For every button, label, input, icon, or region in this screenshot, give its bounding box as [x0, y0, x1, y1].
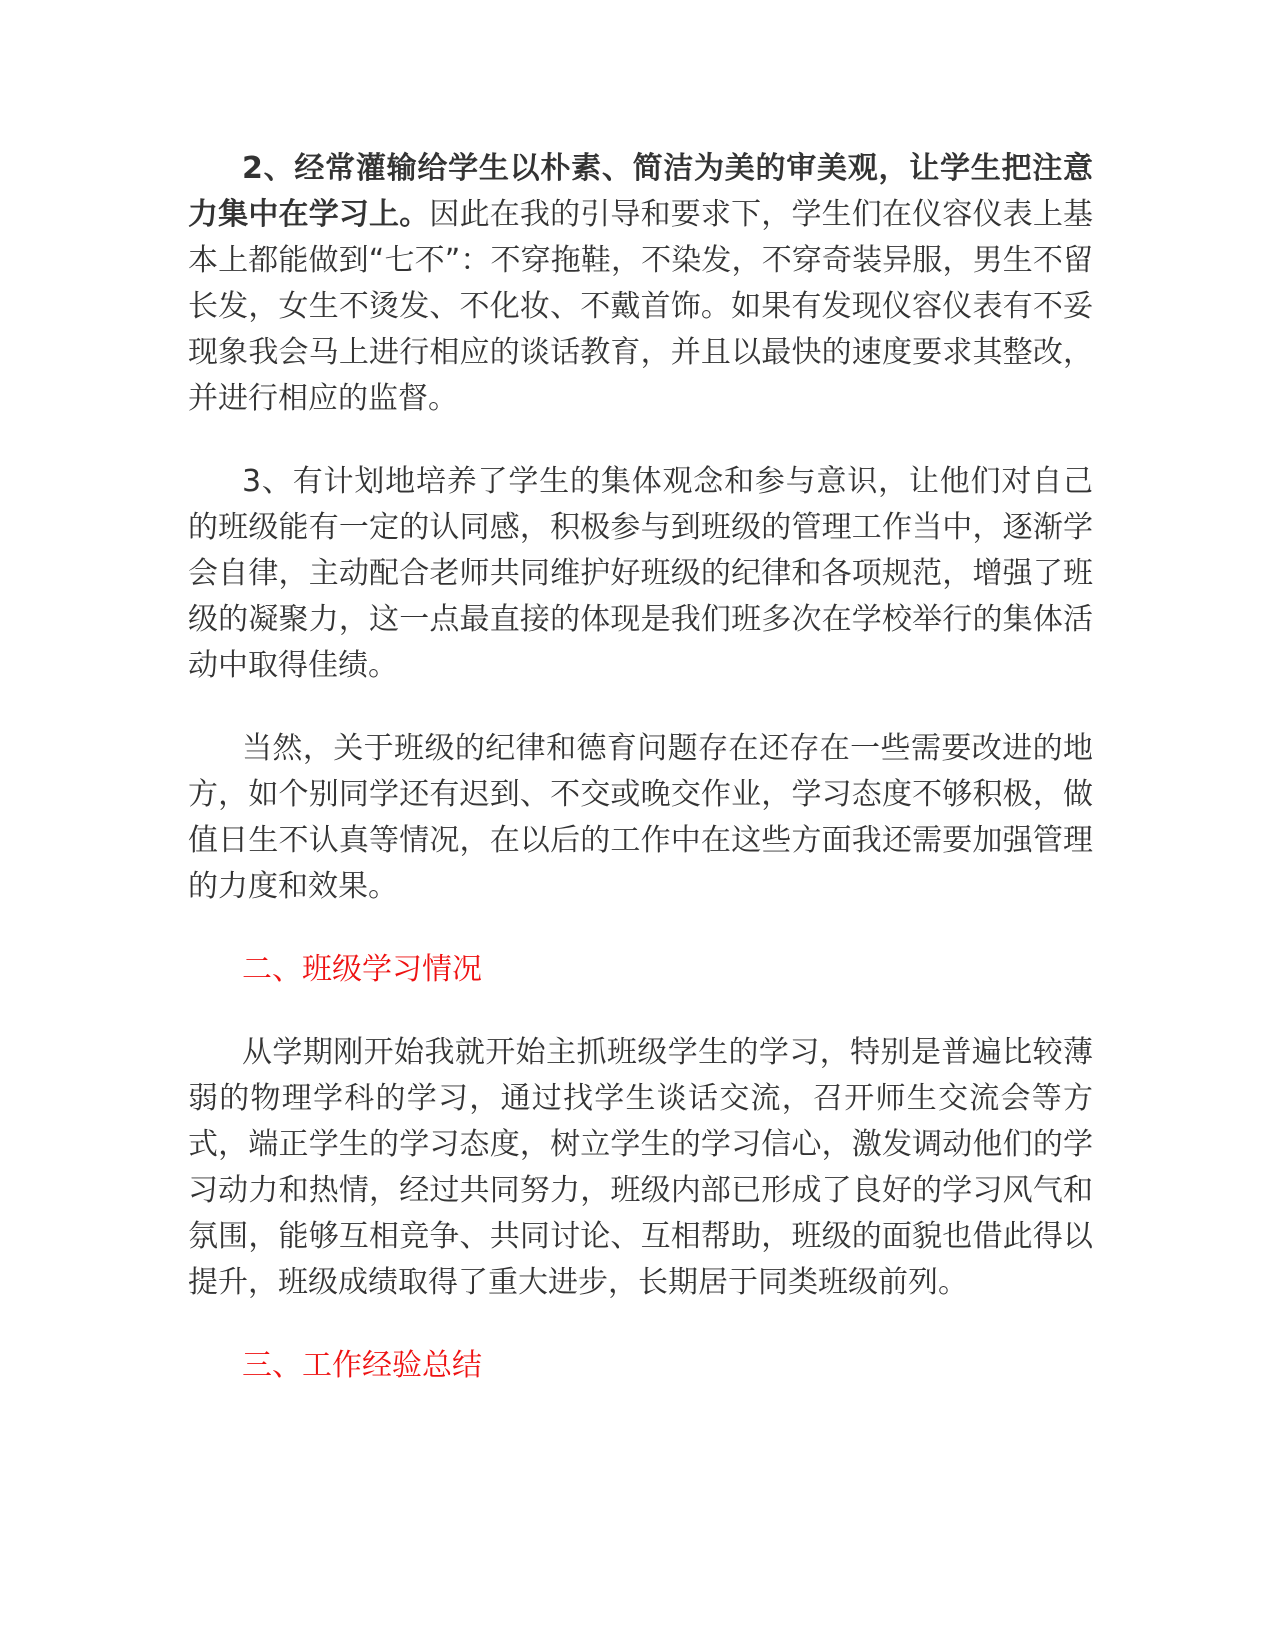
paragraph-appearance-lead: 2、经常灌输给学生以朴素、简洁为美的审美观，让学生把注意力集中在学习上。 — [188, 151, 1093, 232]
section-heading-study: 二、班级学习情况 — [242, 952, 482, 987]
paragraph-improvement: 当然，关于班级的纪律和德育问题存在还存在一些需要改进的地方，如个别同学还有迟到、不交或晚交作业，学习态度不够积极，做值日生不认真等情况，在以后的工作中在这些方面我还需要加强管理的力度和效果。 — [188, 731, 1093, 904]
paragraph-study: 从学期刚开始我就开始主抓班级学生的学习，特别是普遍比较薄弱的物理学科的学习，通过找学生谈话交流，召开师生交流会等方式，端正学生的学习态度，树立学生的学习信心，激发调动他们的学习动力和热情，经过共同努力，班级内部已形成了良好的学习风气和氛围，能够互相竞争、共同讨论、互相帮助，班级的面貌也借此得以提升，班级成绩取得了重大进步，长期居于同类班级前列。 — [188, 1035, 1093, 1300]
section-heading-summary: 三、工作经验总结 — [242, 1348, 482, 1383]
document-body — [188, 146, 1093, 1426]
paragraph-appearance-text: 因此在我的引导和要求下，学生们在仪容仪表上基本上都能做到“七不”：不穿拖鞋，不染发，不穿奇装异服，男生不留长发，女生不烫发、不化妆、不戴首饰。如果有发现仪容仪表有不妥现象我会马上进行相应的谈话教育，并且以最快的速度要求其整改，并进行相应的监督。 — [188, 197, 1094, 416]
paragraph-appearance — [188, 146, 1093, 422]
paragraph-collective: 3、有计划地培养了学生的集体观念和参与意识，让他们对自己的班级能有一定的认同感，积极参与到班级的管理工作当中，逐渐学会自律，主动配合老师共同维护好班级的纪律和各项规范，增强了班级的凝聚力，这一点最直接的体现是我们班多次在学校举行的集体活动中取得佳绩。 — [188, 464, 1093, 683]
